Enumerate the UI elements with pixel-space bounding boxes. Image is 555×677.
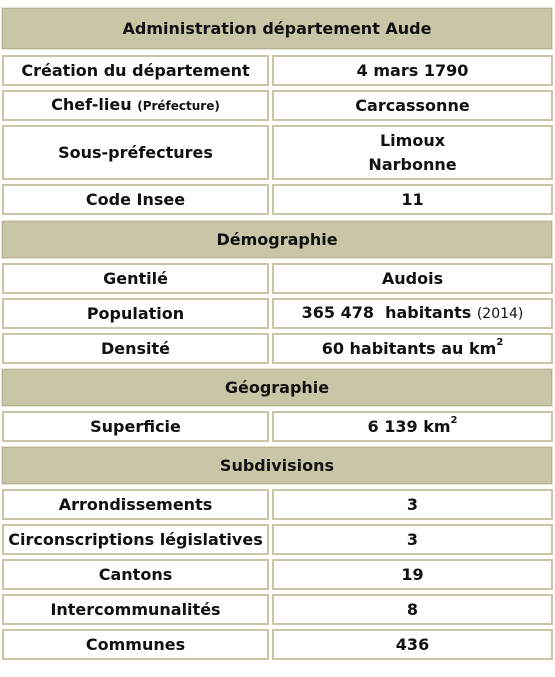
section-header-demographie: Démographie [1,220,553,259]
row-value-sous-prefectures [272,125,553,180]
row-value-population [272,298,553,329]
row-value-code-insee: 11 [272,184,553,215]
section-header-subdivisions: Subdivisions [1,446,553,485]
row-value-intercommunalites: 8 [272,594,553,625]
row-label-cantons: Cantons [2,559,269,590]
sous-prefecture-2: Narbonne [368,154,457,174]
section-header-geographie: Géographie [1,368,553,407]
row-value-communes: 436 [272,629,553,660]
population-value: 365 478 habitants [301,303,472,322]
table-title: Administration département Aude [1,7,553,50]
sous-prefecture-1: Limoux [379,130,446,150]
row-label-circonscriptions: Circonscriptions législatives [2,524,269,555]
chef-lieu-note: (Préfecture) [137,99,220,113]
densite-value: 60 habitants au km [321,338,497,358]
superficie-value: 6 139 km [367,416,451,436]
row-label-arrondissements: Arrondissements [2,489,269,520]
chef-lieu-label: Chef-lieu [51,95,132,114]
row-value-arrondissements: 3 [272,489,553,520]
row-label-sous-prefectures: Sous-préfectures [2,125,269,180]
row-label-creation: Création du département [2,55,269,86]
row-label-superficie: Superficie [2,411,269,442]
row-value-creation: 4 mars 1790 [272,55,553,86]
row-label-communes: Communes [2,629,269,660]
row-label-gentile: Gentilé [2,263,269,294]
row-value-superficie [272,411,553,442]
row-value-densite [272,333,553,364]
row-label-densite: Densité [2,333,269,364]
population-year: (2014) [476,306,524,322]
row-label-population: Population [2,298,269,329]
row-label-code-insee: Code Insee [2,184,269,215]
row-label-intercommunalites: Intercommunalités [2,594,269,625]
row-value-chef-lieu: Carcassonne [272,90,553,121]
superficie-sup: 2 [450,415,458,427]
row-value-circonscriptions: 3 [272,524,553,555]
row-label-chef-lieu [2,90,269,121]
densite-sup: 2 [496,337,504,349]
row-value-cantons: 19 [272,559,553,590]
row-value-gentile: Audois [272,263,553,294]
